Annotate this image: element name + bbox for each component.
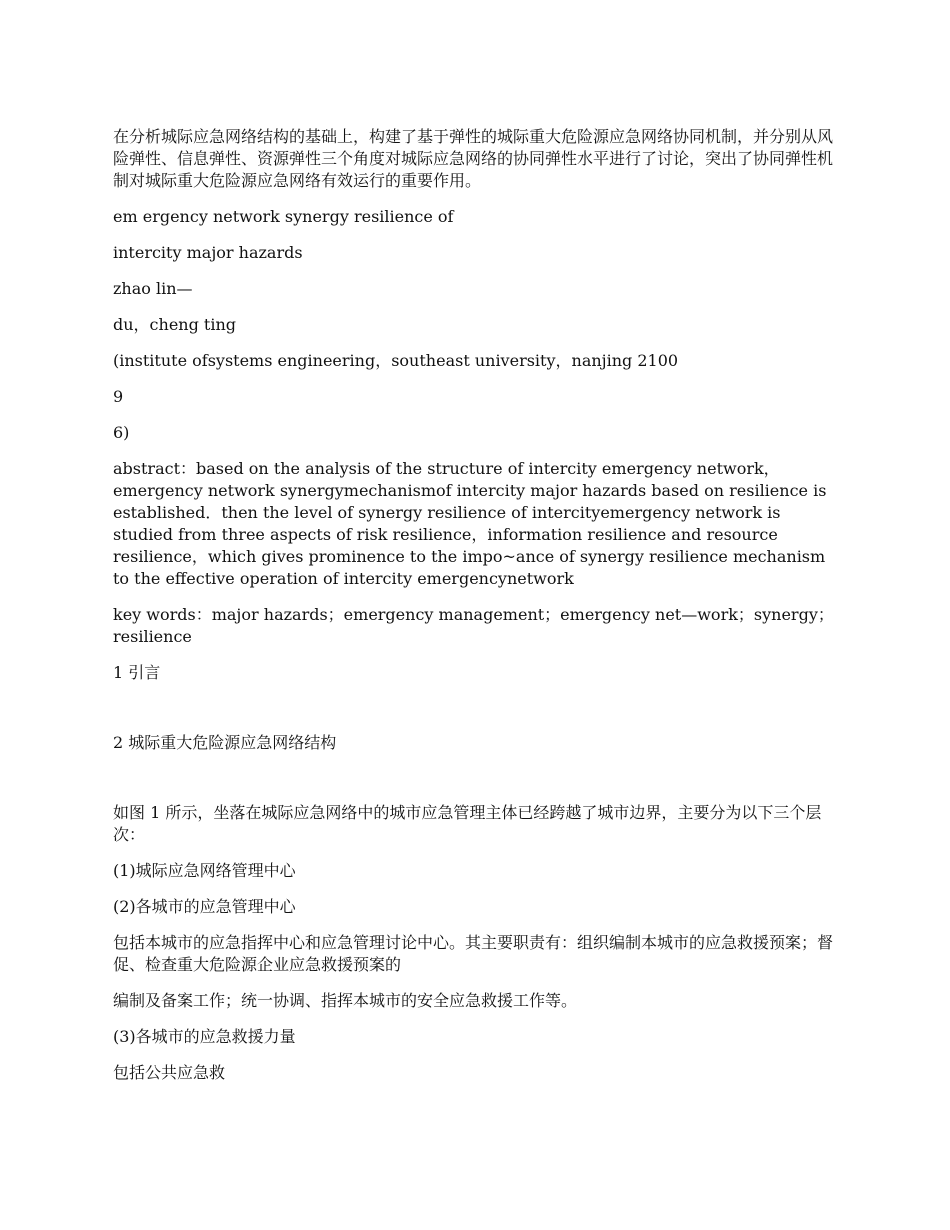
list-item-3-description: 包括公共应急救 — [113, 1063, 226, 1082]
english-title-line-1: em ergency network synergy resilience of — [113, 207, 454, 226]
list-item-2-description: 包括本城市的应急指挥中心和应急管理讨论中心。其主要职责有：组织编制本城市的应急救援预案；督促、检查重大危险源企业应急救援预案的 — [113, 933, 834, 974]
list-item-2: (2)各城市的应急管理中心 — [113, 897, 296, 916]
abstract-paragraph: abstract：based on the analysis of the structure of intercity emergency network，emergency network synergymechanismof intercity major hazards based on resilience is established．then the level of synergy resilience of intercityemergency network is studied from three aspects of risk resilience，information resilience and resource resilience，which gives prominence to the impo~ance of synergy resilience mechanism to the effective operation of intercity emergencynetwork — [113, 459, 827, 588]
affiliation-line-1: (institute ofsystems engineering，southeast university，nanjing 2100 — [113, 351, 679, 370]
author-line-1: zhao lin— — [113, 279, 193, 298]
list-item-2-description-continued: 编制及备案工作；统一协调、指挥本城市的安全应急救援工作等。 — [113, 991, 578, 1010]
list-item-1: (1)城际应急网络管理中心 — [113, 861, 296, 880]
keywords-paragraph: key words：major hazards；emergency management；emergency net—work；synergy；resilience — [113, 605, 834, 646]
affiliation-line-3: 6) — [113, 423, 130, 442]
affiliation-line-2: 9 — [113, 387, 124, 406]
section-2-intro: 如图 1 所示，坐落在城际应急网络中的城市应急管理主体已经跨越了城市边界，主要分为以下三个层次： — [113, 803, 822, 844]
english-title-line-2: intercity major hazards — [113, 243, 303, 262]
list-item-3: (3)各城市的应急救援力量 — [113, 1027, 296, 1046]
author-line-2: du，cheng ting — [113, 315, 237, 334]
intro-paragraph: 在分析城际应急网络结构的基础上，构建了基于弹性的城际重大危险源应急网络协同机制，并分别从风险弹性、信息弹性、资源弹性三个角度对城际应急网络的协同弹性水平进行了讨论，突出了协同弹性机制对城际重大危险源应急网络有效运行的重要作用。 — [113, 127, 834, 190]
section-1-heading: 1 引言 — [113, 663, 161, 682]
section-2-heading: 2 城际重大危险源应急网络结构 — [113, 733, 337, 752]
document-page — [113, 126, 843, 1098]
